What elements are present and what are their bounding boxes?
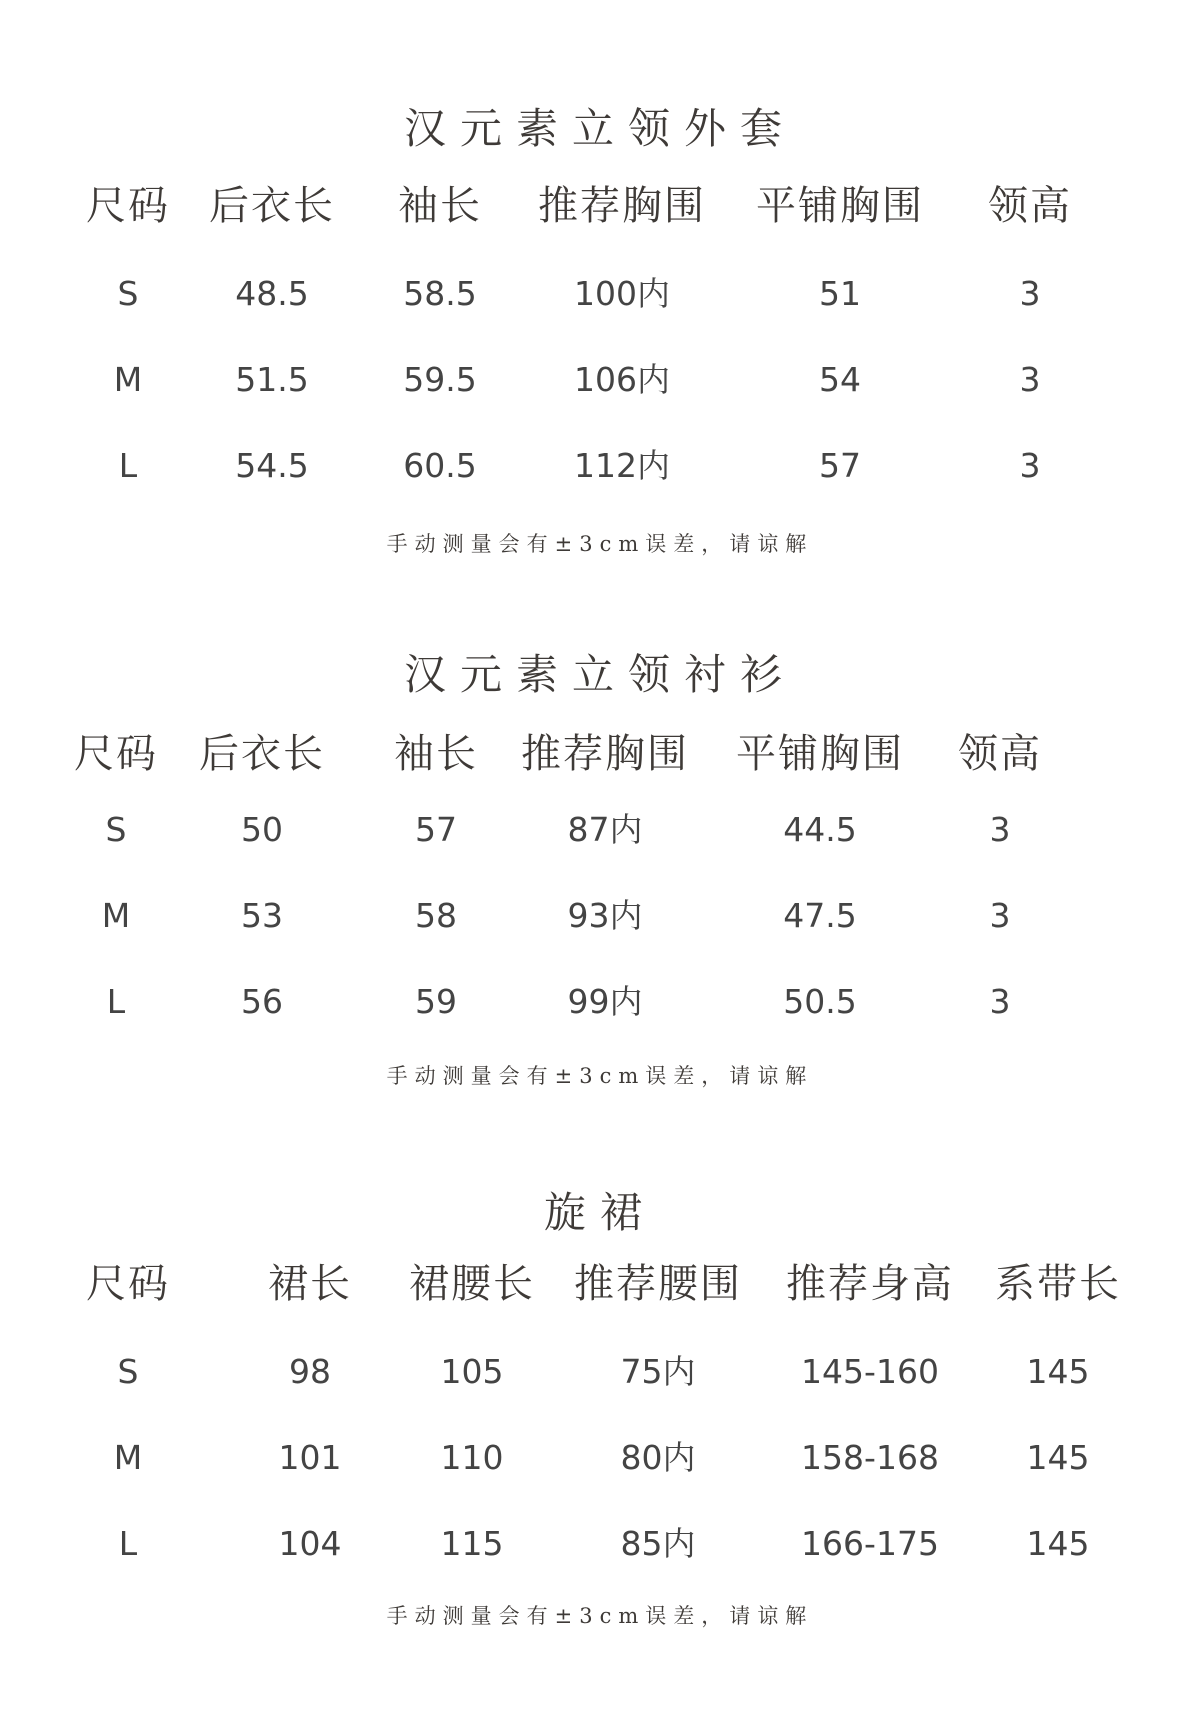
header-cell: 平铺胸围 <box>736 731 904 777</box>
size-cell: S <box>117 274 139 313</box>
table-cell: 166-175 <box>801 1524 939 1563</box>
table-row <box>0 264 1200 324</box>
measurement-note: 手动测量会有±3cm误差，请谅解 <box>386 1604 814 1628</box>
header-cell: 袖长 <box>398 183 482 229</box>
header-cell: 平铺胸围 <box>756 183 924 229</box>
table-cell: 145 <box>1026 1524 1090 1563</box>
table-cell: 50 <box>241 810 283 849</box>
table-cell: 85内 <box>620 1524 696 1563</box>
header-cell: 裙腰长 <box>409 1261 535 1307</box>
table-cell: 53 <box>241 896 283 935</box>
table-cell: 104 <box>278 1524 342 1563</box>
header-row <box>0 1254 1200 1314</box>
table-cell: 3 <box>1019 274 1041 313</box>
table-cell: 99内 <box>567 982 643 1021</box>
table-cell: 44.5 <box>783 810 857 849</box>
table-cell: 145-160 <box>801 1352 939 1391</box>
table-cell: 112内 <box>574 446 670 485</box>
header-cell: 后衣长 <box>199 731 325 777</box>
table-cell: 57 <box>415 810 457 849</box>
header-cell: 系带长 <box>995 1261 1121 1307</box>
table-title: 汉元素立领外套 <box>403 104 796 153</box>
measurement-note: 手动测量会有±3cm误差，请谅解 <box>386 532 814 556</box>
table-cell: 58 <box>415 896 457 935</box>
header-cell: 推荐胸围 <box>521 731 689 777</box>
table-cell: 98 <box>289 1352 331 1391</box>
header-cell: 后衣长 <box>209 183 335 229</box>
table-cell: 93内 <box>567 896 643 935</box>
header-cell: 推荐身高 <box>786 1261 954 1307</box>
header-cell: 领高 <box>958 731 1042 777</box>
table-cell: 101 <box>278 1438 342 1477</box>
table-cell: 115 <box>440 1524 504 1563</box>
table-row <box>0 1514 1200 1574</box>
table-cell: 80内 <box>620 1438 696 1477</box>
table-cell: 3 <box>1019 446 1041 485</box>
measurement-note: 手动测量会有±3cm误差，请谅解 <box>386 1064 814 1088</box>
header-cell: 袖长 <box>394 731 478 777</box>
table-row <box>0 800 1200 860</box>
table-cell: 105 <box>440 1352 504 1391</box>
size-cell: M <box>113 1438 143 1477</box>
table-cell: 57 <box>819 446 861 485</box>
table-cell: 100内 <box>574 274 670 313</box>
table-cell: 75内 <box>620 1352 696 1391</box>
header-cell: 尺码 <box>86 183 170 229</box>
size-cell: S <box>117 1352 139 1391</box>
table-cell: 54 <box>819 360 861 399</box>
table-cell: 59 <box>415 982 457 1021</box>
header-cell: 裙长 <box>268 1261 352 1307</box>
header-row <box>0 176 1200 236</box>
table-cell: 50.5 <box>783 982 857 1021</box>
table-cell: 47.5 <box>783 896 857 935</box>
table-cell: 3 <box>989 896 1011 935</box>
table-cell: 3 <box>989 810 1011 849</box>
table-cell: 145 <box>1026 1438 1090 1477</box>
size-cell: L <box>106 982 126 1021</box>
table-cell: 145 <box>1026 1352 1090 1391</box>
header-cell: 推荐腰围 <box>574 1261 742 1307</box>
header-cell: 领高 <box>988 183 1072 229</box>
table-cell: 59.5 <box>403 360 477 399</box>
table-cell: 106内 <box>574 360 670 399</box>
size-cell: S <box>105 810 127 849</box>
table-cell: 3 <box>1019 360 1041 399</box>
header-cell: 尺码 <box>74 731 158 777</box>
table-title: 旋裙 <box>543 1188 656 1237</box>
table-cell: 48.5 <box>235 274 309 313</box>
header-cell: 尺码 <box>86 1261 170 1307</box>
size-cell: M <box>101 896 131 935</box>
table-cell: 56 <box>241 982 283 1021</box>
table-row <box>0 886 1200 946</box>
table-row <box>0 972 1200 1032</box>
table-cell: 110 <box>440 1438 504 1477</box>
table-cell: 58.5 <box>403 274 477 313</box>
table-row <box>0 1342 1200 1402</box>
size-cell: L <box>118 1524 138 1563</box>
table-cell: 60.5 <box>403 446 477 485</box>
table-row <box>0 350 1200 410</box>
table-row <box>0 1428 1200 1488</box>
size-cell: L <box>118 446 138 485</box>
table-cell: 158-168 <box>801 1438 939 1477</box>
size-cell: M <box>113 360 143 399</box>
header-cell: 推荐胸围 <box>538 183 706 229</box>
table-cell: 51 <box>819 274 861 313</box>
table-cell: 3 <box>989 982 1011 1021</box>
table-title: 汉元素立领衬衫 <box>403 650 796 699</box>
table-cell: 51.5 <box>235 360 309 399</box>
table-cell: 54.5 <box>235 446 309 485</box>
header-row <box>0 724 1200 784</box>
table-row <box>0 436 1200 496</box>
table-cell: 87内 <box>567 810 643 849</box>
